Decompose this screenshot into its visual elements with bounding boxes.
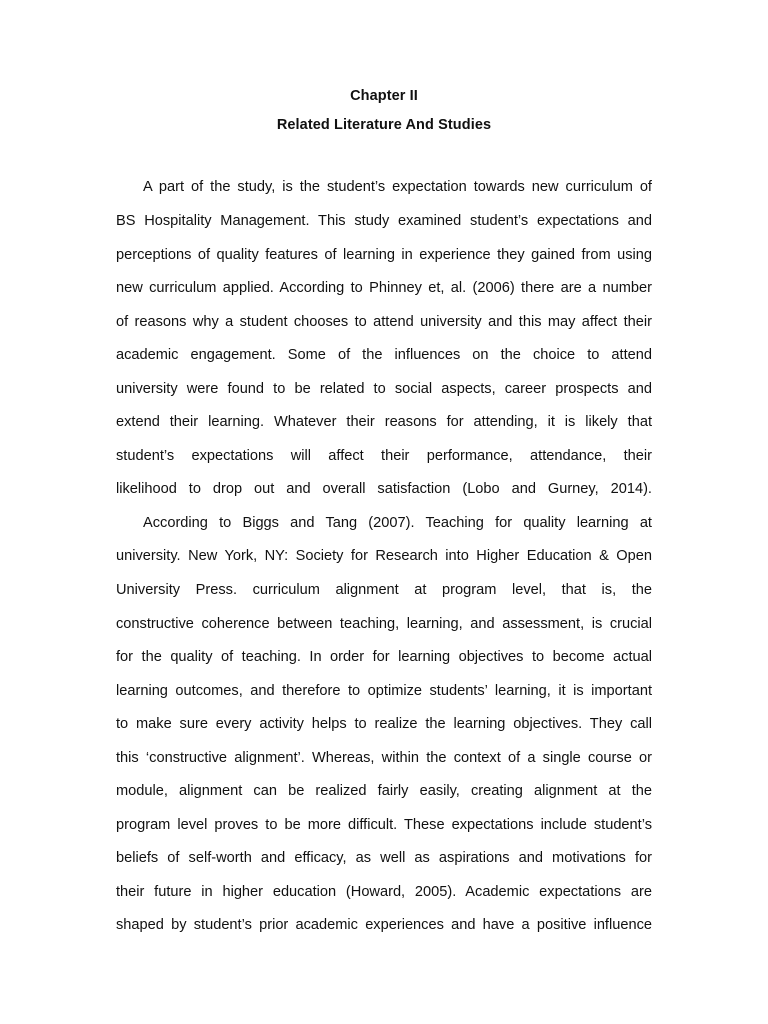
section-title: Related Literature And Studies (276, 117, 492, 133)
paragraph-2-line-8: this ‘constructive alignment’. Whereas, within the context of a single course or (116, 750, 652, 766)
paragraph-1-line-2: BS Hospitality Management. This study examined student’s expectations and (116, 213, 652, 229)
paragraph-1-line-8: extend their learning. Whatever their reasons for attending, it is likely that (116, 414, 652, 430)
paragraph-2-line-7: to make sure every activity helps to realize the learning objectives. They call (116, 716, 652, 732)
paragraph-1-line-1: A part of the study, is the student’s expectation towards new curriculum of (143, 179, 652, 195)
paragraph-2-line-10: program level proves to be more difficult. These expectations include student’s (116, 817, 652, 833)
paragraph-2-line-6: learning outcomes, and therefore to optimize students’ learning, it is important (116, 683, 652, 699)
paragraph-2-line-3: University Press. curriculum alignment at program level, that is, the (116, 582, 652, 598)
paragraph-1-line-7: university were found to be related to social aspects, career prospects and (116, 381, 652, 397)
chapter-heading: Chapter II (350, 88, 418, 104)
paragraph-2-line-12: their future in higher education (Howard, 2005). Academic expectations are (116, 884, 652, 900)
paragraph-1-line-3: perceptions of quality features of learning in experience they gained from using (116, 247, 652, 263)
paragraph-2-line-2: university. New York, NY: Society for Research into Higher Education & Open (116, 548, 652, 564)
paragraph-2-line-5: for the quality of teaching. In order for learning objectives to become actual (116, 649, 652, 665)
paragraph-1-line-10: likelihood to drop out and overall satisfaction (Lobo and Gurney, 2014). (116, 481, 652, 497)
paragraph-2-line-4: constructive coherence between teaching, learning, and assessment, is crucial (116, 616, 652, 632)
paragraph-1-line-5: of reasons why a student chooses to attend university and this may affect their (116, 314, 652, 330)
paragraph-2-line-11: beliefs of self-worth and efficacy, as well as aspirations and motivations for (116, 850, 652, 866)
paragraph-1-line-4: new curriculum applied. According to Phinney et, al. (2006) there are a number (116, 280, 652, 296)
paragraph-2-line-1: According to Biggs and Tang (2007). Teaching for quality learning at (143, 515, 652, 531)
paragraph-2-line-9: module, alignment can be realized fairly easily, creating alignment at the (116, 783, 652, 799)
paragraph-1-line-6: academic engagement. Some of the influences on the choice to attend (116, 347, 652, 363)
paragraph-2-line-13: shaped by student’s prior academic experiences and have a positive influence (116, 917, 652, 933)
paragraph-1-line-9: student’s expectations will affect their performance, attendance, their (116, 448, 652, 464)
